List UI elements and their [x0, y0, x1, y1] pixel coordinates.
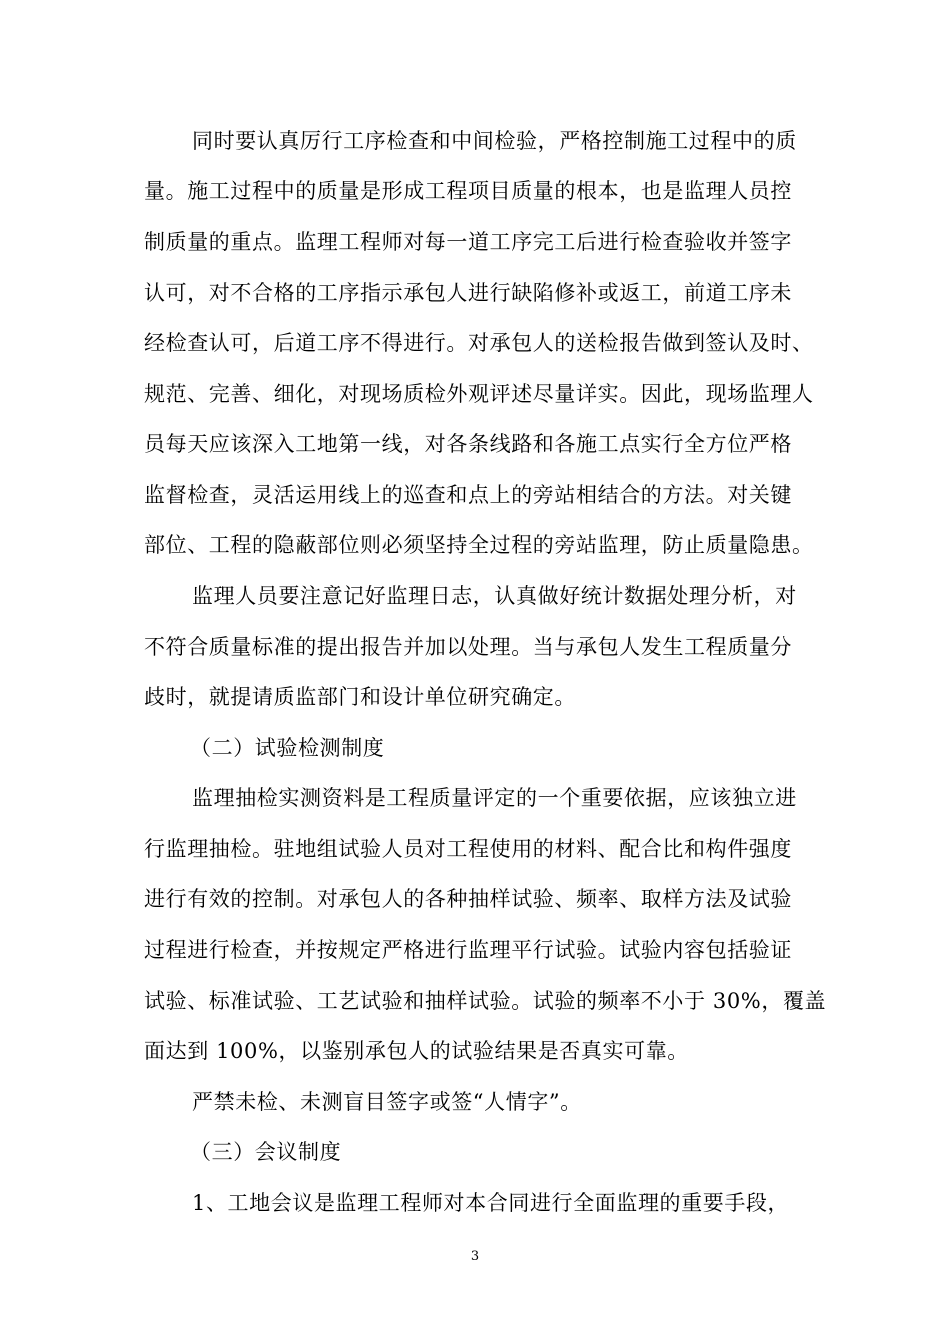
page-number: 3 — [470, 1249, 480, 1264]
paragraph-line: 1、工地会议是监理工程师对本合同进行全面监理的重要手段， — [192, 1191, 790, 1215]
section-heading: （二）试验检测制度 — [190, 736, 385, 760]
paragraph-line: 过程进行检查，并按规定严格进行监理平行试验。试验内容包括验证 — [144, 938, 792, 962]
section-heading: （三）会议制度 — [190, 1140, 342, 1164]
paragraph-line: 行监理抽检。驻地组试验人员对工程使用的材料、配合比和构件强度 — [144, 837, 792, 861]
paragraph-line: 试验、标准试验、工艺试验和抽样试验。试验的频率不小于 30%，覆盖 — [144, 989, 827, 1013]
paragraph-line: 制质量的重点。监理工程师对每一道工序完工后进行检查验收并签字 — [144, 230, 792, 254]
paragraph-line: 规范、完善、细化，对现场质检外观评述尽量详实。因此，现场监理人 — [144, 382, 814, 406]
paragraph-line: 同时要认真厉行工序检查和中间检验，严格控制施工过程中的质 — [192, 129, 797, 153]
paragraph-line: 量。施工过程中的质量是形成工程项目质量的根本，也是监理人员控 — [144, 179, 792, 203]
paragraph-line: 面达到 100%，以鉴别承包人的试验结果是否真实可靠。 — [144, 1039, 689, 1063]
paragraph-line: 员每天应该深入工地第一线，对各条线路和各施工点实行全方位严格 — [144, 432, 792, 456]
paragraph-line: 歧时，就提请质监部门和设计单位研究确定。 — [144, 685, 576, 709]
paragraph-line: 严禁未检、未测盲目签字或签“人情字”。 — [192, 1090, 582, 1114]
paragraph-line: 监理人员要注意记好监理日志，认真做好统计数据处理分析，对 — [192, 584, 797, 608]
paragraph-line: 不符合质量标准的提出报告并加以处理。当与承包人发生工程质量分 — [144, 635, 792, 659]
paragraph-line: 监督检查，灵活运用线上的巡查和点上的旁站相结合的方法。对关键 — [144, 483, 792, 507]
paragraph-line: 进行有效的控制。对承包人的各种抽样试验、频率、取样方法及试验 — [144, 887, 792, 911]
paragraph-line: 经检查认可，后道工序不得进行。对承包人的送检报告做到签认及时、 — [144, 331, 814, 355]
paragraph-line: 认可，对不合格的工序指示承包人进行缺陷修补或返工，前道工序未 — [144, 281, 792, 305]
paragraph-line: 部位、工程的隐蔽部位则必须坚持全过程的旁站监理，防止质量隐患。 — [144, 533, 814, 557]
paragraph-line: 监理抽检实测资料是工程质量评定的一个重要依据，应该独立进 — [192, 786, 797, 810]
